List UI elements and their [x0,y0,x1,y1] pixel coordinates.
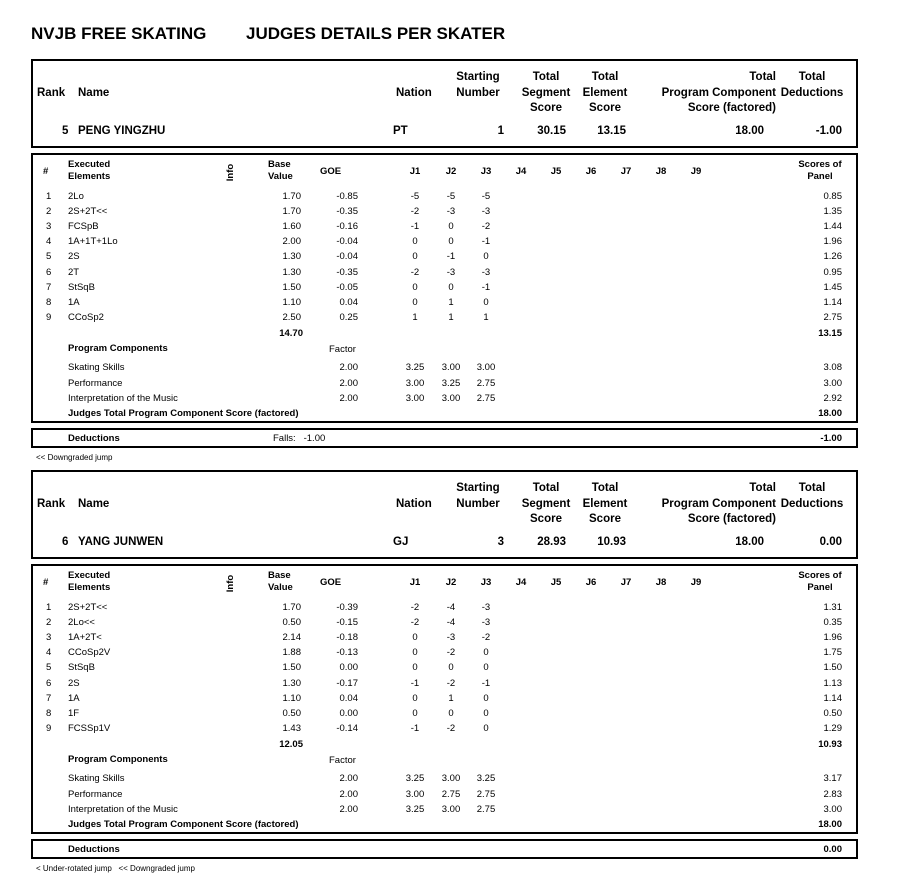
judge-score: -2 [410,602,420,613]
component-name: Skating Skills [68,362,125,373]
panel-score: 0.35 [823,617,842,629]
judge-score: -5 [481,191,491,202]
program-components-label: Program Components [68,343,168,354]
judge-score: 0 [448,236,454,248]
judge-score: -2 [481,221,491,233]
element-code: 1F [68,707,80,719]
total-deductions-header [776,481,848,512]
scores-of-header: Scores of [798,159,842,170]
element-code: CCoSp2 [68,311,104,323]
judge-score: 0 [483,662,489,674]
total-pcs-header-line: Score (factored) [687,513,776,525]
element-code: 2Lo<< [68,617,95,629]
judge-score: -3 [481,266,491,278]
info-header: Info [225,574,237,593]
deductions-detail: Falls: -1.00 [273,433,326,444]
value-header: Value [268,171,293,182]
rank-header: Rank [37,498,66,510]
base-header: Base [268,159,291,170]
component-judge-score: 3.25 [405,773,425,784]
element-number: 6 [46,266,52,278]
judge-header-4: J4 [515,166,527,177]
event-title: NVJB FREE SKATING [31,24,207,43]
goe-value: 0.00 [339,662,358,674]
deductions-total: 0.00 [823,844,842,855]
element-code: StSqB [68,281,95,293]
judge-score: 0 [412,647,418,659]
judge-score: 1 [448,692,454,704]
component-score: 3.00 [823,377,842,389]
judge-score: 0 [448,281,454,293]
base-value: 1.70 [282,206,301,218]
judge-header-2: J2 [445,166,457,177]
element-number: 9 [46,722,52,734]
total-element-score-header [569,70,641,117]
total-segment-score-header-line: Segment [521,86,571,99]
total-element-score-header-line: Total [591,71,619,83]
component-judge-score: 3.00 [476,362,496,373]
deductions-box [31,839,858,859]
goe-value: -0.15 [336,617,358,629]
info-header: Info [225,163,237,182]
total-element-score-header-line: Total [591,482,619,494]
component-factor: 2.00 [339,788,358,800]
total-element-score-header-line: Score [589,102,621,114]
factor-label: Factor [329,755,356,766]
element-code: 1A+2T< [68,632,102,644]
component-factor: 2.00 [339,804,358,815]
element-number: 8 [46,707,52,719]
goe-value: -0.39 [336,602,358,613]
element-number: 7 [46,692,52,704]
total-element-score-header-line: Element [582,497,628,510]
total-segment-score: 30.15 [537,125,566,137]
panel-score: 0.95 [823,266,842,278]
elements-header: Elements [68,171,111,182]
element-code: CCoSp2V [68,647,111,659]
skater-name: PENG YINGZHU [78,125,166,137]
total-segment-score-header-line: Segment [521,497,571,510]
element-code: FCSSp1V [68,722,111,734]
judge-header-3: J3 [480,166,492,177]
panel-score: 1.75 [823,647,842,659]
judge-score: 0 [412,662,418,674]
judge-score: 1 [448,311,454,323]
element-code: 2S [68,677,80,689]
judges-total-pcs-label: Judges Total Program Component Score (factored) [68,408,299,419]
element-number: 4 [46,647,52,659]
panel-score: 2.75 [823,311,842,323]
deductions-label: Deductions [68,844,120,855]
total-pcs-header-line: Program Component [661,497,776,510]
element-number: 1 [46,191,52,202]
component-name: Interpretation of the Music [68,393,178,404]
judge-score: -1 [446,251,456,263]
name-header: Name [78,87,110,99]
deductions-box [31,428,858,448]
judge-header-8: J8 [655,166,667,177]
executed-header: Executed [68,159,111,170]
judge-score: 0 [412,236,418,248]
component-score: 3.08 [823,362,842,373]
base-value: 2.50 [282,311,301,323]
starting-number-header-line: Number [456,86,500,99]
judge-score: -3 [446,632,456,644]
total-deductions-header-line: Total [798,71,826,83]
panel-score: 1.29 [823,722,842,734]
goe-value: 0.04 [339,692,358,704]
total-element-score: 10.93 [597,536,626,548]
judge-score: -2 [410,617,420,629]
component-factor: 2.00 [339,773,358,784]
total-segment-score-header-line: Total [532,482,560,494]
component-judge-score: 3.25 [405,804,425,815]
judge-header-8: J8 [655,577,667,588]
goe-value: -0.04 [336,236,358,248]
starting-number-header-line: Number [456,497,500,510]
skater-nation: GJ [393,536,409,548]
total-pcs: 18.00 [735,536,764,548]
goe-value: 0.00 [339,707,358,719]
elements-header: Elements [68,582,111,593]
component-score: 2.83 [823,788,842,800]
element-number: 3 [46,221,52,233]
component-judge-score: 3.00 [405,377,425,389]
component-name: Performance [68,788,123,800]
judge-score: 0 [448,707,454,719]
total-element-score-header-line: Element [582,86,628,99]
total-pcs-header-line: Total [749,71,776,83]
total-element-score-header [569,481,641,528]
starting-number-header-line: Starting [456,482,500,494]
value-header: Value [268,582,293,593]
element-number-header: # [43,166,49,177]
panel-score: 1.35 [823,206,842,218]
panel-score: 1.96 [823,632,842,644]
judge-score: 0 [412,251,418,263]
total-element-score: 13.15 [597,125,626,137]
judge-score: -3 [481,206,491,218]
base-value: 1.30 [282,677,301,689]
component-judge-score: 3.00 [441,393,461,404]
element-code: StSqB [68,662,95,674]
base-value: 1.70 [282,602,301,613]
deductions-total: -1.00 [820,433,842,444]
component-judge-score: 3.00 [441,362,461,373]
judge-header-5: J5 [550,577,562,588]
deductions-label: Deductions [68,433,120,444]
judge-score: 0 [448,221,454,233]
component-factor: 2.00 [339,393,358,404]
element-number: 4 [46,236,52,248]
total-pcs-header-line: Score (factored) [687,102,776,114]
starting-number-header-line: Starting [456,71,500,83]
base-value: 1.88 [282,647,301,659]
goe-value: 0.25 [339,311,358,323]
panel-score: 1.26 [823,251,842,263]
total-deductions-header-line: Deductions [780,497,844,510]
component-judge-score: 2.75 [476,788,496,800]
judge-score: -2 [446,647,456,659]
legend-note: << Downgraded jump [36,453,113,462]
element-number: 3 [46,632,52,644]
panel-score: 1.50 [823,662,842,674]
element-code: 2T [68,266,80,278]
total-pcs-header [640,70,776,117]
component-judge-score: 3.00 [405,788,425,800]
total-segment-score-header-line: Total [532,71,560,83]
component-judge-score: 3.25 [405,362,425,373]
judge-header-4: J4 [515,577,527,588]
judge-score: 0 [412,296,418,308]
base-value: 1.50 [282,281,301,293]
total-pcs-header-line: Program Component [661,86,776,99]
judge-score: 0 [483,647,489,659]
goe-value: -0.17 [336,677,358,689]
element-number: 2 [46,206,52,218]
component-factor: 2.00 [339,377,358,389]
component-factor: 2.00 [339,362,358,373]
element-number: 8 [46,296,52,308]
legend-note: < Under-rotated jump << Downgraded jump [36,864,195,873]
starting-number: 1 [497,125,504,137]
judge-score: 0 [412,281,418,293]
base-value: 1.10 [282,296,301,308]
component-score: 3.00 [823,804,842,815]
total-deductions: 0.00 [819,536,842,548]
component-score: 2.92 [823,393,842,404]
judge-score: 0 [448,662,454,674]
judge-score: 1 [448,296,454,308]
factor-label: Factor [329,344,356,355]
total-deductions-header [776,70,848,101]
program-components-label: Program Components [68,754,168,765]
component-judge-score: 3.25 [441,377,461,389]
total-segment-score-header-line: Score [530,513,562,525]
component-judge-score: 3.00 [441,773,461,784]
panel-score: 1.45 [823,281,842,293]
element-number: 2 [46,617,52,629]
panel-header: Panel [807,582,833,593]
component-name: Interpretation of the Music [68,804,178,815]
judge-score: -3 [481,602,491,613]
goe-value: -0.85 [336,191,358,202]
judge-score: -1 [410,722,420,734]
component-name: Skating Skills [68,773,125,784]
judge-score: 0 [483,707,489,719]
skater-nation: PT [393,125,408,137]
judge-score: -5 [410,191,420,202]
element-number: 7 [46,281,52,293]
panel-score: 1.14 [823,296,842,308]
goe-value: -0.35 [336,266,358,278]
panel-score: 1.44 [823,221,842,233]
element-code: FCSpB [68,221,99,233]
base-value: 1.50 [282,662,301,674]
judge-score: -3 [446,266,456,278]
name-header: Name [78,498,110,510]
component-judge-score: 2.75 [441,788,461,800]
base-value-total: 14.70 [279,328,303,339]
component-judge-score: 3.00 [441,804,461,815]
judge-header-7: J7 [620,166,632,177]
total-deductions-header-line: Deductions [780,86,844,99]
judge-score: -2 [481,632,491,644]
total-segment-score-header-line: Score [530,102,562,114]
judge-header-1: J1 [409,166,421,177]
total-pcs-header [640,481,776,528]
judge-header-9: J9 [690,166,702,177]
component-judge-score: 2.75 [476,804,496,815]
judge-header-5: J5 [550,166,562,177]
component-score: 3.17 [823,773,842,784]
judge-score: -3 [446,206,456,218]
goe-value: -0.05 [336,281,358,293]
judge-score: -1 [481,236,491,248]
panel-score: 1.31 [823,602,842,613]
judge-score: -1 [410,677,420,689]
goe-value: -0.35 [336,206,358,218]
component-judge-score: 2.75 [476,377,496,389]
judge-header-7: J7 [620,577,632,588]
judge-header-2: J2 [445,577,457,588]
scores-of-header: Scores of [798,570,842,581]
judge-score: 0 [412,707,418,719]
judges-total-pcs-label: Judges Total Program Component Score (factored) [68,819,299,830]
element-code: 2S [68,251,80,263]
starting-number-header [441,70,515,101]
element-number: 9 [46,311,52,323]
base-value: 0.50 [282,707,301,719]
judge-score: -4 [446,617,456,629]
goe-value: -0.18 [336,632,358,644]
judge-header-9: J9 [690,577,702,588]
base-value: 1.10 [282,692,301,704]
tes-total: 10.93 [818,739,842,750]
tes-total: 13.15 [818,328,842,339]
judge-score: 0 [483,722,489,734]
judge-score: -3 [481,617,491,629]
base-value: 1.30 [282,266,301,278]
component-judge-score: 2.75 [476,393,496,404]
goe-header: GOE [320,166,342,177]
element-code: 2S+2T<< [68,602,108,613]
base-value-total: 12.05 [279,739,303,750]
panel-header: Panel [807,171,833,182]
element-number: 5 [46,662,52,674]
total-pcs-header-line: Total [749,482,776,494]
base-value: 1.70 [282,191,301,202]
goe-value: -0.13 [336,647,358,659]
judge-score: -2 [410,206,420,218]
judge-header-1: J1 [409,577,421,588]
judge-score: 0 [412,692,418,704]
goe-header: GOE [320,577,342,588]
judge-score: -2 [446,677,456,689]
base-value: 0.50 [282,617,301,629]
judge-score: -1 [410,221,420,233]
element-number: 6 [46,677,52,689]
base-value: 1.43 [282,722,301,734]
report-title: JUDGES DETAILS PER SKATER [246,24,506,43]
judge-score: 0 [412,632,418,644]
element-number: 1 [46,602,52,613]
judges-total-pcs: 18.00 [818,408,842,419]
panel-score: 1.13 [823,677,842,689]
judge-score: -2 [410,266,420,278]
rank-header: Rank [37,87,66,99]
judge-score: 0 [483,251,489,263]
base-value: 1.60 [282,221,301,233]
total-deductions: -1.00 [815,125,842,137]
total-pcs: 18.00 [735,125,764,137]
element-code: 2S+2T<< [68,206,108,218]
judge-score: 0 [483,296,489,308]
element-code: 1A [68,296,80,308]
starting-number: 3 [497,536,504,548]
total-element-score-header-line: Score [589,513,621,525]
goe-value: -0.14 [336,722,358,734]
element-number: 5 [46,251,52,263]
element-code: 2Lo [68,191,84,202]
judge-header-6: J6 [585,577,597,588]
judge-header-6: J6 [585,166,597,177]
base-value: 2.00 [282,236,301,248]
panel-score: 0.50 [823,707,842,719]
skater-rank: 6 [62,536,69,548]
judges-total-pcs: 18.00 [818,819,842,830]
judge-header-3: J3 [480,577,492,588]
element-number-header: # [43,577,49,588]
judge-score: -1 [481,677,491,689]
skater-rank: 5 [62,125,69,137]
starting-number-header [441,481,515,512]
component-judge-score: 3.00 [405,393,425,404]
total-deductions-header-line: Total [798,482,826,494]
base-value: 1.30 [282,251,301,263]
judge-score: -4 [446,602,456,613]
base-header: Base [268,570,291,581]
component-judge-score: 3.25 [476,773,496,784]
panel-score: 0.85 [823,191,842,202]
panel-score: 1.96 [823,236,842,248]
judge-score: 1 [483,311,489,323]
goe-value: -0.04 [336,251,358,263]
panel-score: 1.14 [823,692,842,704]
goe-value: -0.16 [336,221,358,233]
judge-score: 0 [483,692,489,704]
total-segment-score: 28.93 [537,536,566,548]
judge-score: 1 [412,311,418,323]
component-name: Performance [68,377,123,389]
element-code: 1A+1T+1Lo [68,236,118,248]
judge-score: -2 [446,722,456,734]
executed-header: Executed [68,570,111,581]
base-value: 2.14 [282,632,301,644]
judge-score: -1 [481,281,491,293]
element-code: 1A [68,692,80,704]
skater-name: YANG JUNWEN [78,536,164,548]
nation-header: Nation [396,498,432,510]
nation-header: Nation [396,87,432,99]
judge-score: -5 [446,191,456,202]
goe-value: 0.04 [339,296,358,308]
